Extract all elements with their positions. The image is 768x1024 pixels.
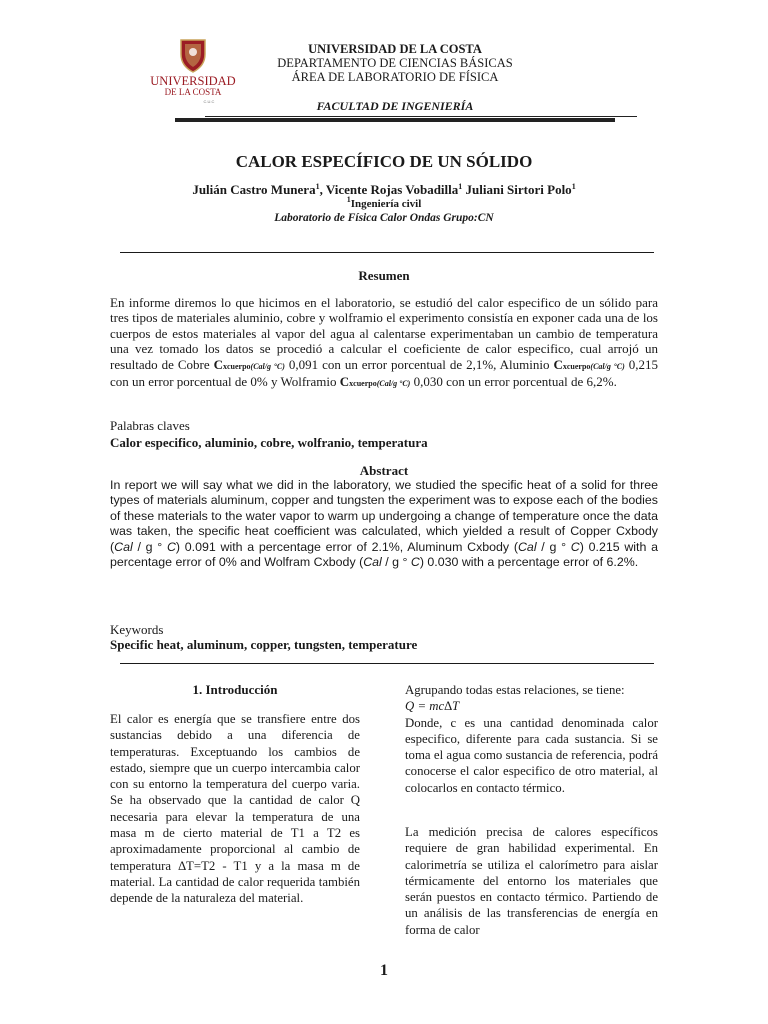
logo-text-line1: UNIVERSIDAD: [150, 74, 236, 88]
author-name: Juliani Sirtori Polo: [465, 182, 572, 197]
affiliation-superscript: 1: [346, 195, 351, 204]
header-university: UNIVERSIDAD DE LA COSTA: [308, 42, 482, 56]
resumen-heading: Resumen: [358, 268, 410, 283]
intro-right-column-top: [405, 682, 658, 796]
lab-group: Laboratorio de Física Calor Ondas Grupo:CN: [274, 212, 494, 224]
university-logo: [143, 38, 243, 106]
palabras-claves-label: Palabras claves: [110, 418, 190, 433]
logo-text-line2: DE LA COSTA: [164, 87, 222, 97]
page-number: 1: [380, 962, 388, 979]
palabras-claves-text: Calor especifico, aluminio, cobre, wolfranio, temperatura: [110, 435, 428, 450]
header-department: DEPARTAMENTO DE CIENCIAS BÁSICAS: [277, 56, 513, 70]
header-divider-thick: [175, 118, 615, 122]
heat-equation: Q = mc∆T: [405, 699, 460, 714]
intro-left-column: El calor es energía que se transfiere entre dos sustancias debido a una diferencia de temperaturas. Exceptuando los cambios de estado, siempre que un cuerpo intercambia calor con su entorno la temperatura del cuerpo varia. Se ha observado que la cantidad de calor Q necesaria para elevar la temperatura de una masa m de cierto material de T1 a T2 es aproximadamente proporcional al cambio de temperatura ∆T=T2 - T1 y a la masa m de material. La cantidad de calor requerida también depende de la naturaleza del material.: [110, 712, 360, 906]
paper-title: CALOR ESPECÍFICO DE UN SÓLIDO: [235, 152, 533, 171]
keywords-text: Specific heat, aluminum, copper, tungsten, temperature: [110, 637, 418, 652]
logo-text-line3: C.U.C: [203, 99, 215, 104]
resumen-paragraph: En informe diremos lo que hicimos en el laboratorio, se estudió del calor especifico de un sólido para tres tipos de materiales aluminio, cobre y wolframio el experimento consistía en exponer cada una de los cuerpos de estos materiales al vapor del agua al calentarse experimentaban un cambio de temperatura una vez tomado los datos se procedió a calcular el coeficiente de calor especifico, cual arrojó un resultado de Cobre Cxcuerpo(Cal/g °C) 0,091 con un error porcentual de 2,1%, Aluminio Cxcuerpo(Cal/g °C) 0,215 con un error porcentual de 0% y Wolframio Cxcuerpo(Cal/g °C) 0,030 con un error porcentual de 6,2%.: [110, 295, 658, 390]
keywords-label: Keywords: [110, 622, 164, 637]
section-divider: [120, 663, 654, 664]
author-superscript: 1: [458, 182, 463, 191]
section-divider: [120, 252, 654, 253]
header-area: ÁREA DE LABORATORIO DE FÍSICA: [291, 70, 499, 84]
header-faculty: FACULTAD DE INGENIERÍA: [316, 99, 474, 113]
author-list: Julián Castro Munera$^1$, Vicente Rojas Vobadilla$^1$ Juliani Sirtori Polo$^1$: [192, 182, 576, 197]
header-divider-thin: [205, 116, 637, 117]
abstract-heading: Abstract: [359, 463, 409, 478]
author-superscript: 1: [315, 182, 320, 191]
equation-lead: Agrupando todas estas relaciones, se tiene:: [405, 683, 625, 697]
intro-heading: 1. Introducción: [192, 682, 278, 697]
author-superscript: 1: [571, 182, 576, 191]
affiliation: [100, 195, 668, 210]
right-paragraph-1: Donde, c es una cantidad denominada calor especifico, diferente para cada sustancia. Si se toma el agua como sustancia de referencia, podrá conocerse el calor especifico de otro material, al colocarlos en contacto térmico.: [405, 715, 658, 795]
affiliation-text: Ingeniería civil: [350, 198, 422, 210]
intro-right-column-bottom: La medición precisa de calores específicos requiere de gran habilidad experimental. En calorimetría se utiliza el calorímetro para aislar térmicamente del entorno los materiales que serán puestos en contacto térmico. Partiendo de un análisis de las transferencias de energía en forma de calor: [405, 825, 658, 937]
abstract-paragraph: In report we will say what we did in the laboratory, we studied the specific heat of a solid for three types of materials aluminum, copper and tungsten the experiment was to expose each of the bodies of these materials to the water vapor to warm up undergoing a change of temperature once the data was taken, the specific heat coefficient was calculated, which yielded a result of Copper Cxbody (Cal / g ° C) 0.091 with a percentage error of 2.1%, Aluminum Cxbody (Cal / g ° C) 0.215 with a percentage error of 0% and Wolfram Cxbody (Cal / g ° C) 0.030 with a percentage error of 6.2%.: [110, 478, 658, 570]
author-name: Julián Castro Munera: [192, 182, 316, 197]
author-name: Vicente Rojas Vobadilla: [325, 182, 459, 197]
